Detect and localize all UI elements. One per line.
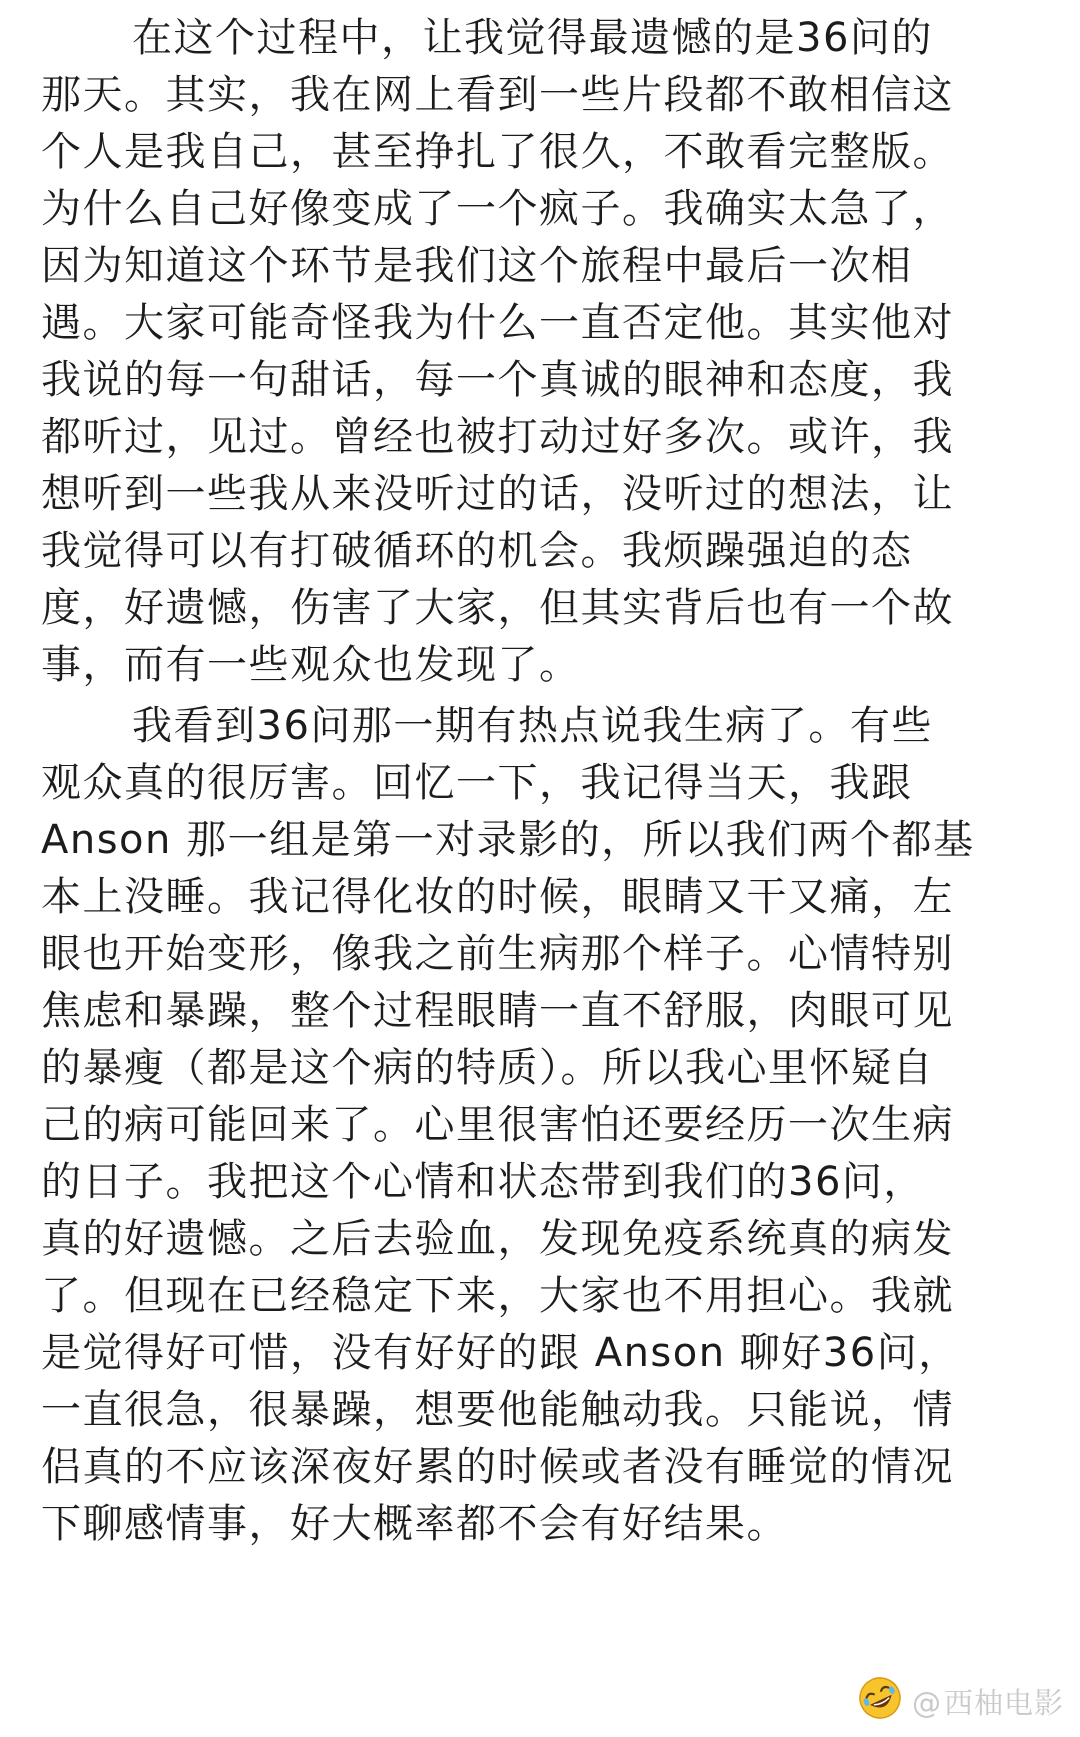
text-line: 的暴瘦（都是这个病的特质）。所以我心里怀疑自: [41, 1045, 934, 1091]
text-line: 焦虑和暴躁，整个过程眼睛一直不舒服，肉眼可见: [41, 988, 954, 1034]
rofl-emoji-icon: [857, 1675, 903, 1721]
watermark-at-sign: @: [912, 1686, 942, 1720]
text-line: 观众真的很厉害。回忆一下，我记得当天，我跟: [41, 760, 913, 806]
weibo-watermark: [912, 1683, 1064, 1723]
text-line: 己的病可能回来了。心里很害怕还要经历一次生病: [41, 1102, 954, 1148]
text-line: Anson 那一组是第一对录影的，所以我们两个都基: [41, 817, 975, 863]
text-line: 因为知道这个环节是我们这个旅程中最后一次相: [41, 243, 913, 289]
text-line: 了。但现在已经稳定下来，大家也不用担心。我就: [41, 1273, 954, 1319]
text-line: 真的好遗憾。之后去验血，发现免疫系统真的病发: [41, 1216, 954, 1262]
text-line: 想听到一些我从来没听过的话，没听过的想法，让: [41, 471, 954, 517]
text-line: 我看到36问那一期有热点说我生病了。有些: [132, 703, 933, 749]
text-line: 度，好遗憾，伤害了大家，但其实背后也有一个故: [41, 585, 954, 631]
text-line: 下聊感情事，好大概率都不会有好结果。: [41, 1501, 788, 1547]
text-line: 事，而有一些观众也发现了。: [41, 642, 581, 688]
watermark-account-name: 西柚电影: [944, 1686, 1065, 1720]
text-line: 是觉得好可惜，没有好好的跟 Anson 聊好36问，: [41, 1330, 960, 1376]
text-line: 的日子。我把这个心情和状态带到我们的36问，: [41, 1159, 925, 1205]
text-line: 个人是我自己，甚至挣扎了很久，不敢看完整版。: [41, 129, 954, 175]
text-line: 本上没睡。我记得化妆的时候，眼睛又干又痛，左: [41, 874, 954, 920]
text-line: 我觉得可以有打破循环的机会。我烦躁强迫的态: [41, 528, 913, 574]
text-line: 眼也开始变形，像我之前生病那个样子。心情特别: [41, 931, 954, 977]
text-line: 为什么自己好像变成了一个疯子。我确实太急了，: [41, 186, 954, 232]
text-line: 在这个过程中，让我觉得最遗憾的是36问的: [132, 15, 933, 61]
text-line: 那天。其实，我在网上看到一些片段都不敢相信这: [41, 72, 954, 118]
text-line: 我说的每一句甜话，每一个真诚的眼神和态度，我: [41, 357, 954, 403]
text-line: 遇。大家可能奇怪我为什么一直否定他。其实他对: [41, 300, 954, 346]
text-line: 侣真的不应该深夜好累的时候或者没有睡觉的情况: [41, 1444, 954, 1490]
text-line: 都听过，见过。曾经也被打动过好多次。或许，我: [41, 414, 954, 460]
text-line: 一直很急，很暴躁，想要他能触动我。只能说，情: [41, 1387, 954, 1433]
